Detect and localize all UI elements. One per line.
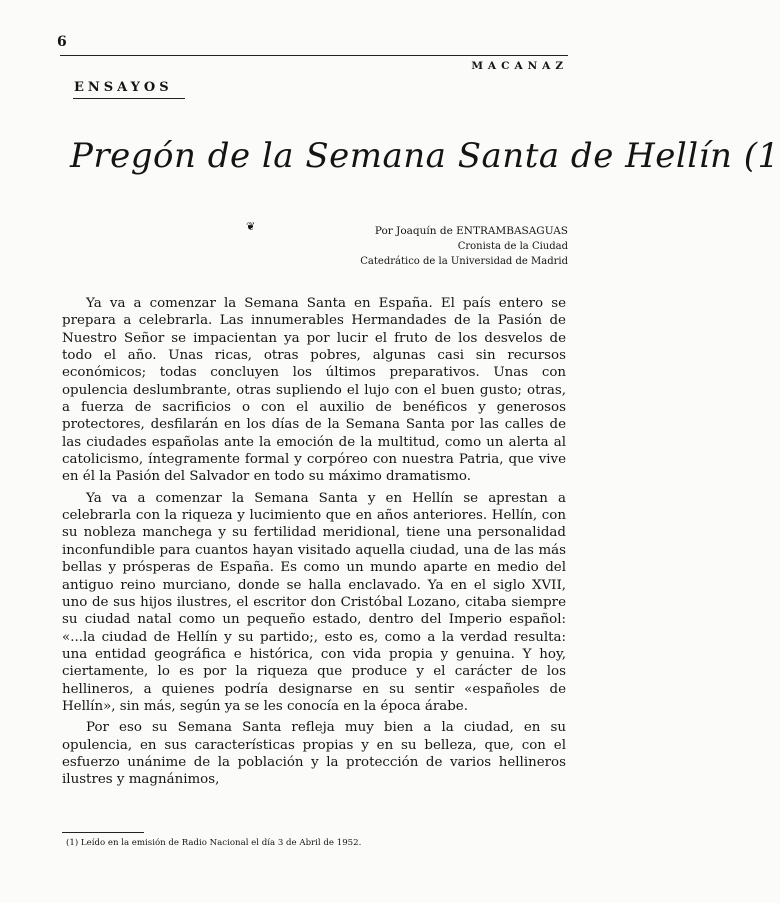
header-rule [60,55,568,56]
section-label: ENSAYOS [74,80,173,95]
byline-author: Por Joaquín de ENTRAMBASAGUAS [374,225,568,237]
article-title: Pregón de la Semana Santa de Hellín (1 [70,136,780,176]
decorative-mark: ❦ [246,220,256,233]
byline [360,224,568,269]
byline-role-professor: Catedrático de la Universidad de Madrid [360,256,568,267]
paragraph-1: Ya va a comenzar la Semana Santa en España. El país entero se prepara a celebrarla. Las innumerables Hermandades de la Pasión de Nuestro Señor se impacientan ya por lucir el fruto de los desvelos de todo el año. Unas ricas, otras pobres, algunas casi sin recursos económicos; todas concluyen los últimos preparativos. Unas con opulencia deslumbrante, otras supliendo el lujo con el buen gusto; otras, a fuerza de sacrificios o con el auxilio de benéficos y generosos protectores, desfilarán en los días de la Semana Santa por las calles de las ciudades españolas ante la emoción de la multitud, como un alerta al catolicismo, íntegramente formal y corpóreo con nuestra Patria, que vive en él la Pasión del Salvador en todo su máximo dramatismo. [62,296,566,485]
paragraph-2: Ya va a comenzar la Semana Santa y en Hellín se aprestan a celebrarla con la riqueza y lucimiento que en años anteriores. Hellín, con su nobleza manchega y su fertilidad meridional, tiene una personalidad inconfundible para cuantos hayan visitado aquella ciudad, una de las más bellas y prósperas de España. Es como un mundo aparte en medio del antiguo reino murciano, donde se halla enclavado. Ya en el siglo XVII, uno de sus hijos ilustres, el escritor don Cristóbal Lozano, citaba siempre su ciudad natal como un pequeño estado, dentro del Imperio español: «...la ciudad de Hellín y su partido;, esto es, como a la verdad resulta: una entidad geográfica e histórica, con vida propia y genuina. Y hoy, ciertamente, lo es por la riqueza que produce y el carácter de los hellineros, a quienes podría designarse en su sentir «españoles de Hellín», sin más, según ya se les conocía en la época árabe. [62,490,566,714]
byline-role-chronicler: Cronista de la Ciudad [457,241,568,252]
page-number: 6 [57,34,67,50]
article-body [62,295,566,789]
paragraph-3: Por eso su Semana Santa refleja muy bien a la ciudad, en su opulencia, en sus características propias y en su belleza, que, con el esfuerzo unánime de la población y la protección de varios hellineros ilustres y magnánimos, [62,720,566,788]
running-head: MACANAZ [471,60,568,72]
section-underline [73,98,185,99]
footnote: (1) Leído en la emisión de Radio Nacional el día 3 de Abril de 1952. [66,838,362,848]
footnote-rule [62,832,144,833]
